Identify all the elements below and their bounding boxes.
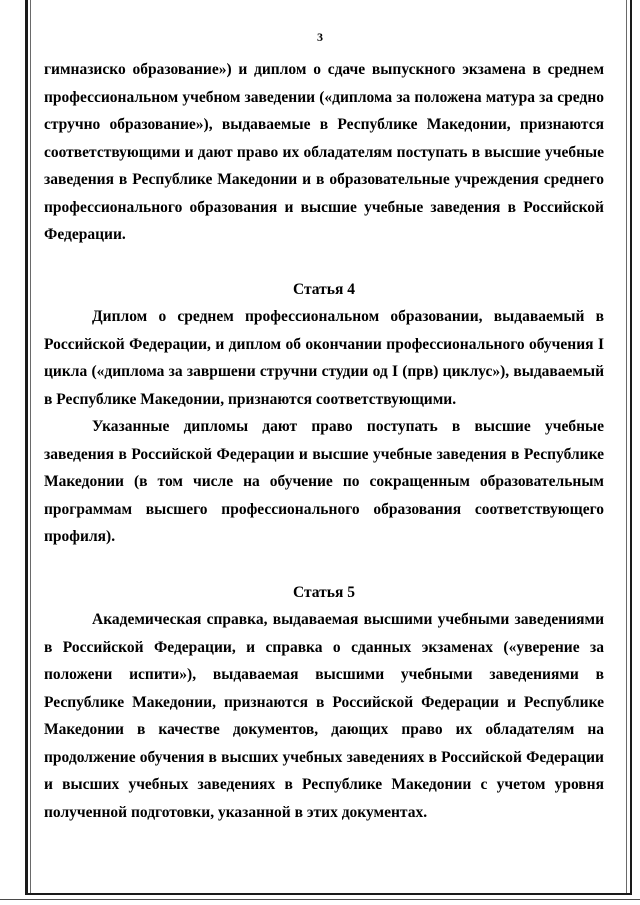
scan-border-right-inner xyxy=(626,0,627,895)
article-5-heading: Статья 5 xyxy=(293,583,355,601)
scan-border-left xyxy=(25,0,28,895)
document-body xyxy=(44,56,604,826)
page-number: 3 xyxy=(317,30,323,44)
scan-border-bottom xyxy=(25,893,632,895)
article-4-paragraph-1: Диплом о среднем профессиональном образовании, выдаваемый в Российской Федерации, и диплом об окончании профессионального обучения I цикла («диплома за завршени стручни студии од I (прв) циклус»), выдаваемый в Республике Македонии, признаются соответствующими. xyxy=(44,308,604,408)
scan-border-right xyxy=(630,0,632,895)
scan-border-left-inner xyxy=(30,0,31,895)
intro-paragraph: гимназиско образование») и диплом о сдаче выпускного экзамена в среднем профессиональном учебном заведении («диплома за положена матура за средно стручно образование»), выдаваемые в Республике Македонии, признаются соответствующими и дают право их обладателям поступать в высшие учебные заведения в Республике Македонии и в образовательные учреждения среднего профессионального образования и высшие учебные заведения в Российской Федерации. xyxy=(44,61,604,243)
article-5-paragraph-1: Академическая справка, выдаваемая высшими учебными заведениями в Российской Федерации, и справка о сданных экзаменах («уверение за положени испити»), выдаваемая высшими учебными заведениями в Республике Македонии, признаются в Российской Федерации и Республике Македонии в качестве документов, дающих право их обладателям на продолжение обучения в высших учебных заведениях в Российской Федерации и высших учебных заведениях в Республике Македонии с учетом уровня полученной подготовки, указанной в этих документах. xyxy=(44,611,604,821)
article-4-paragraph-2: Указанные дипломы дают право поступать в высшие учебные заведения в Российской Федерации и высшие учебные заведения в Республике Македонии (в том числе на обучение по сокращенным образовательным программам высшего профессионального образования соответствующего профиля). xyxy=(44,418,604,545)
scan-border-bottom-edge xyxy=(0,899,640,900)
article-4-heading: Статья 4 xyxy=(293,280,355,298)
